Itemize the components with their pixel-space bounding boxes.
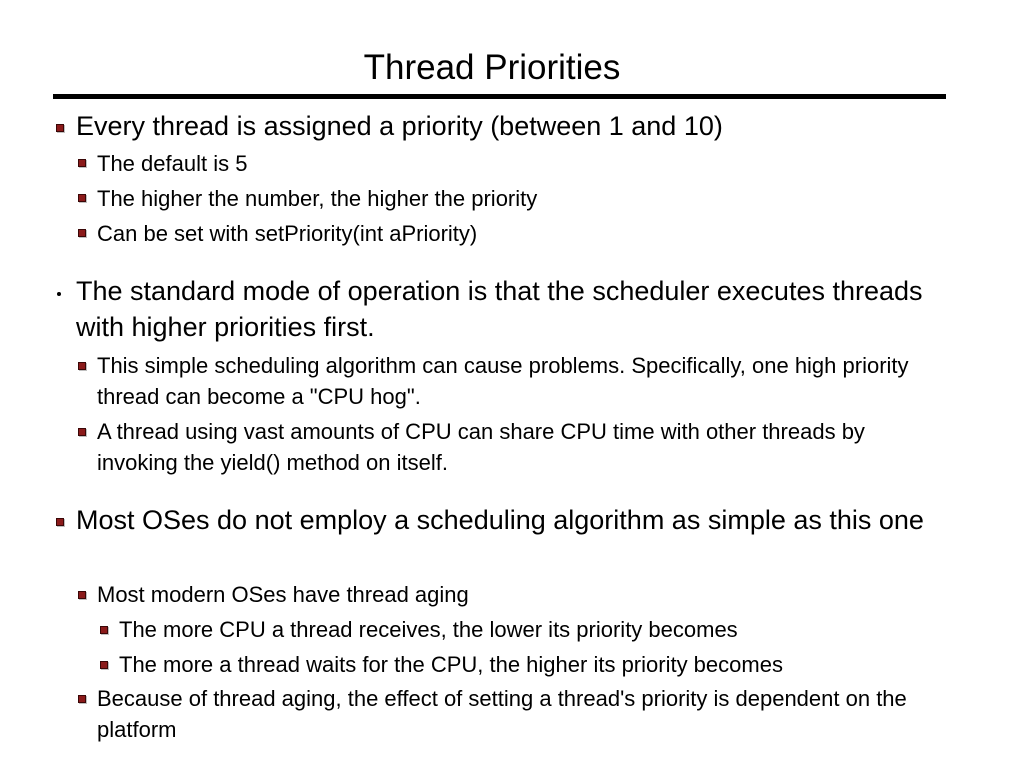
square-bullet-icon (56, 124, 64, 132)
bullet-more-cpu: The more CPU a thread receives, the lower its priority becomes (119, 617, 738, 642)
square-bullet-icon (78, 695, 86, 703)
title-underline-rule (53, 94, 946, 99)
square-bullet-icon (78, 229, 86, 237)
bullet-more-waits: The more a thread waits for the CPU, the higher its priority becomes (119, 652, 783, 677)
square-bullet-icon (78, 591, 86, 599)
bullet-priority-range: Every thread is assigned a priority (between 1 and 10) (76, 111, 723, 141)
square-bullet-icon (78, 194, 86, 202)
slide-title: Thread Priorities (363, 48, 621, 87)
bullet-set-priority: Can be set with setPriority(int aPriority) (97, 221, 478, 246)
square-bullet-icon (78, 362, 86, 370)
bullet-most-oses: Most OSes do not employ a scheduling algorithm as simple as this one (76, 505, 924, 535)
bullet-default-priority: The default is 5 (97, 151, 248, 176)
bullet-cpu-hog: This simple scheduling algorithm can cause problems. Specifically, one high priority thread can become a "CPU hog". (97, 353, 909, 409)
square-bullet-icon (78, 159, 86, 167)
square-bullet-icon (100, 626, 108, 634)
bullet-thread-aging: Most modern OSes have thread aging (97, 582, 469, 607)
bullet-yield: A thread using vast amounts of CPU can share CPU time with other threads by invoking the yield() method on itself. (97, 419, 865, 475)
square-bullet-icon (78, 428, 86, 436)
dot-bullet-icon (57, 292, 61, 296)
square-bullet-icon (100, 661, 108, 669)
bullet-standard-mode: The standard mode of operation is that the scheduler executes threads with higher priorities first. (76, 276, 923, 342)
bullet-platform-dependent: Because of thread aging, the effect of setting a thread's priority is dependent on the platform (97, 686, 907, 742)
square-bullet-icon (56, 518, 64, 526)
bullet-higher-number: The higher the number, the higher the priority (97, 186, 538, 211)
